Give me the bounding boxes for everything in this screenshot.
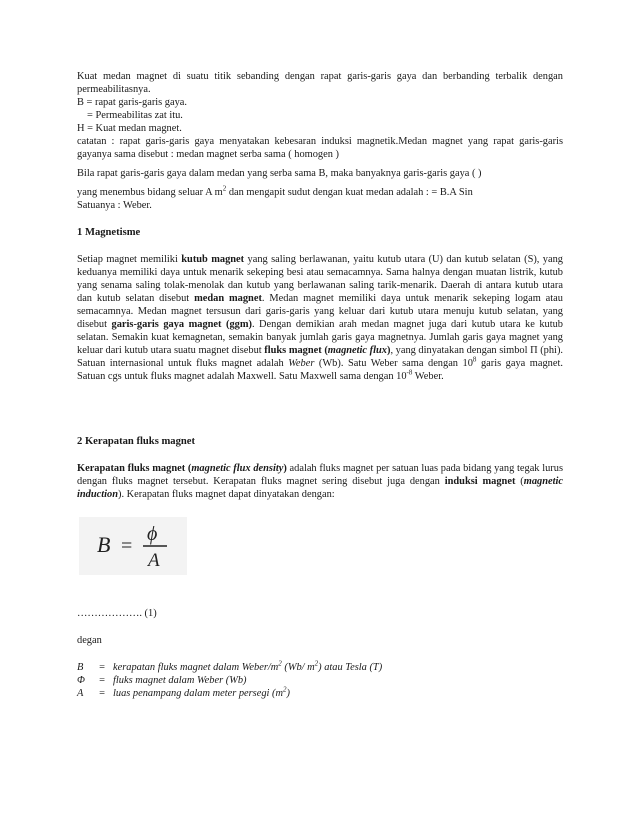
definitions-list	[77, 661, 563, 700]
formula-lhs: B	[97, 532, 111, 557]
mu-definition: = Permeabilitas zat itu.	[87, 110, 183, 121]
definition-row-phi: Φ = fluks magnet dalam Weber (Wb)	[77, 675, 247, 686]
document-page	[77, 70, 563, 700]
section-2-heading: 2 Kerapatan fluks magnet	[77, 436, 196, 447]
formula-eq: =	[121, 535, 133, 557]
flux-line-2: yang menembus bidang seluar A $m^2$ dan mengapit sudut dengan kuat medan adalah : = B.A Sin	[77, 184, 473, 198]
definition-row-b: B = kerapatan fluks magnet dalam Weber/$m^2$ (Wb/ $m^2$) atau Tesla (T)	[77, 659, 383, 673]
definition-row-a: A = luas penampang dalam meter persegi $(m^2)$	[77, 685, 290, 699]
section-1-paragraph: Setiap magnet memiliki kutub magnet yang saling berlawanan, yaitu kutub utara (U) dan kutub selatan (S), yang keduanya memiliki daya untuk menarik sekeping besi atau semacamnya. Sama halnya dengan muatan listrik, kutub yang senama saling tolak-menolak dan kutub yang berlawanan saling tarik-menarik. Daerah di antara kutub utara dan kutub selatan disebut medan magnet. Medan magnet memiliki daya untuk menarik sekeping logam atau semacamnya. Medan magnet tersusun dari garis-garis yang keluar dari kutub utara menuju kutub selatan, yang disebut garis-garis gaya magnet (ggm). Dengan demikian arah medan magnet juga dari kutub utara ke kutub selatan. Semakin kuat kemagnetan, semakin banyak jumlah garis gaya magnetnya. Jumlah garis gaya magnet yang keluar dari kutub utara suatu magnet disebut fluks magnet (magnetic flux), yang dinyatakan dengan simbol Π (phi). Satuan internasional untuk fluks magnet adalah Weber (Wb). Satu Weber sama dengan $10^8$ garis gaya magnet. Satuan cgs untuk fluks magnet adalah Maxwell. Satu Maxwell sama dengan $10^{-8}$ Weber.	[77, 254, 564, 382]
b-definition: B = rapat garis-garis gaya.	[77, 97, 188, 108]
section-2-paragraph: Kerapatan fluks magnet (magnetic flux density) adalah fluks magnet per satuan luas pada bidang yang tegak lurus dengan fluks magnet tersebut. Kerapatan fluks magnet sering disebut juga dengan induksi magnet (magnetic induction). Kerapatan fluks magnet dapat dinyatakan dengan:	[77, 463, 563, 500]
section-1-heading: 1 Magnetisme	[77, 227, 141, 238]
formula-numerator: ϕ	[147, 523, 158, 545]
formula-denominator: A	[148, 550, 160, 571]
equation-reference: ………………. (1)	[77, 608, 157, 619]
formula-image	[79, 517, 187, 575]
flux-unit-line: Satuanya : Weber.	[77, 200, 152, 211]
flux-line-1: Bila rapat garis-garis gaya dalam medan yang serba sama B, maka banyaknya garis-garis gaya ( )	[77, 168, 482, 179]
catatan-note: catatan : rapat garis-garis gaya menyatakan kebesaran induksi magnetik.Medan magnet yang rapat garis-garis gayanya sama disebut : medan magnet serba sama ( homogen )	[77, 136, 563, 160]
intro-paragraph: Kuat medan magnet di suatu titik sebanding dengan rapat garis-garis gaya dan berbanding terbalik dengan permeabilitasnya.	[77, 71, 563, 95]
degan-label: degan	[77, 635, 102, 646]
h-definition: H = Kuat medan magnet.	[77, 123, 182, 134]
